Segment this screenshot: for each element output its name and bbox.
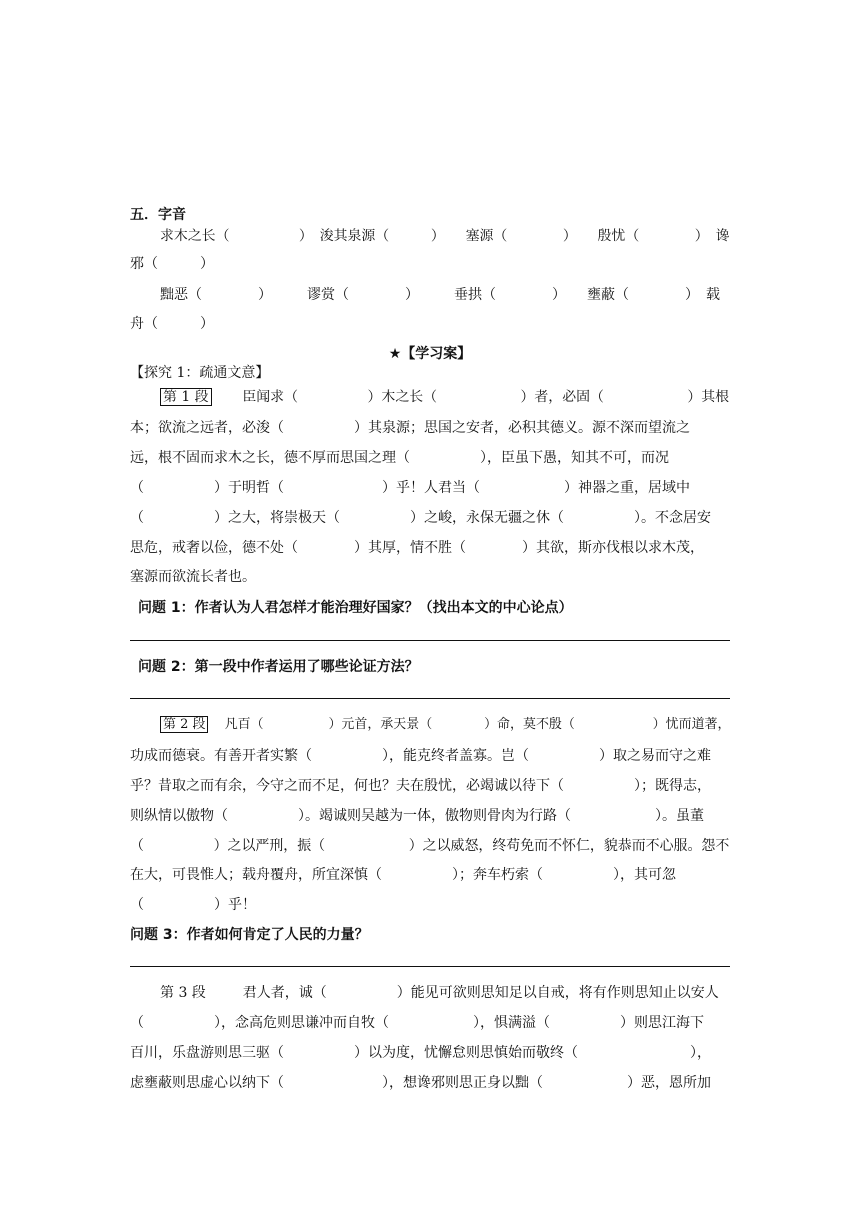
- para2-line: （ ）乎！: [130, 897, 256, 913]
- question-3: 问题 3：作者如何肯定了人民的力量？: [130, 927, 369, 943]
- para2-line: 凡百（ ）元首，承天景（ ）命，莫不殷（ ）忧而道著，: [224, 717, 731, 732]
- para3-line: 百川，乐盘游则思三驱（ ）以为度，忧懈怠则思慎始而敬终（ ），: [130, 1045, 711, 1061]
- para3-line: （ ），念高危则思谦冲而自牧（ ），惧满溢（ ）则思江海下: [130, 1015, 704, 1031]
- para1-line: （ ）于明哲（ ）乎！人君当（ ）神器之重，居域中: [130, 480, 690, 496]
- para1-first-line: [160, 385, 729, 405]
- para2-line: 则纵情以傲物（ ）。竭诚则吴越为一体，傲物则骨肉为行路（ ）。虽董: [130, 808, 704, 824]
- question-2: 问题 2：第一段中作者运用了哪些论证方法？: [138, 659, 419, 675]
- para2-label: 第 2 段: [160, 716, 208, 733]
- para2-line: （ ）之以严刑，振（ ）之以威怒，终苟免而不怀仁，貌恭而不心服。怨不: [130, 838, 730, 854]
- answer-line-2[interactable]: [130, 698, 730, 699]
- para3-line: 虑壅蔽则思虚心以纳下（ ），想谗邪则思正身以黜（ ）恶，恩所加: [130, 1075, 711, 1091]
- explore-heading: 【探究 1：疏通文意】: [130, 365, 270, 381]
- section5-row1-start: 求木之长（ ） 浚其泉源（ ） 塞源（ ） 殷忧（ ） 谗: [160, 228, 730, 244]
- section5-row2-end: 舟（ ）: [130, 316, 214, 332]
- question-1: 问题 1：作者认为人君怎样才能治理好国家？（找出本文的中心论点）: [138, 600, 573, 616]
- para2-line: 功成而德衰。有善开者实繁（ ），能克终者盖寡。岂（ ）取之易而守之难: [130, 748, 711, 764]
- para1-label: 第 1 段: [160, 388, 212, 406]
- section5-heading: 五．字音: [130, 207, 186, 223]
- para3-line: 君人者，诚（ ）能见可欲则思知足以自戒，将有作则思知止以安人: [242, 985, 719, 1001]
- answer-line-3[interactable]: [130, 966, 730, 967]
- para2-line: 在大，可畏惟人；载舟覆舟，所宜深慎（ ）；奔车朽索（ ），其可忽: [130, 867, 676, 883]
- para3-label: 第 3 段: [160, 985, 206, 1001]
- para1-line: 远，根不固而求木之长，德不厚而思国之理（ ），臣虽下愚，知其不可，而况: [130, 450, 669, 466]
- section5-row2-start: 黜恶（ ） 谬赏（ ） 垂拱（ ） 壅蔽（ ） 载: [160, 287, 720, 303]
- study-plan-title: ★【学习案】: [388, 346, 472, 362]
- para2-first-line: [160, 713, 730, 732]
- para1-line: 思危，戒奢以俭，德不处（ ）其厚，情不胜（ ）其欲，斯亦伐根以求木茂，: [130, 540, 704, 556]
- para1-line: 本；欲流之远者，必浚（ ）其泉源；思国之安者，必积其德义。源不深而望流之: [130, 420, 690, 436]
- para1-line: （ ）之大，将崇极天（ ）之峻，永保无疆之休（ ）。不念居安: [130, 510, 711, 526]
- para1-line: 臣闻求（ ）木之长（ ）者，必固（ ）其根: [242, 389, 730, 405]
- section5-row1-end: 邪（ ）: [130, 256, 214, 272]
- para3-first-line: [160, 982, 719, 1002]
- answer-line-1[interactable]: [130, 640, 730, 641]
- para2-line: 乎？昔取之而有余，今守之而不足，何也？夫在殷忧，必竭诚以待下（ ）；既得志，: [130, 778, 711, 794]
- para1-line: 塞源而欲流长者也。: [130, 569, 256, 585]
